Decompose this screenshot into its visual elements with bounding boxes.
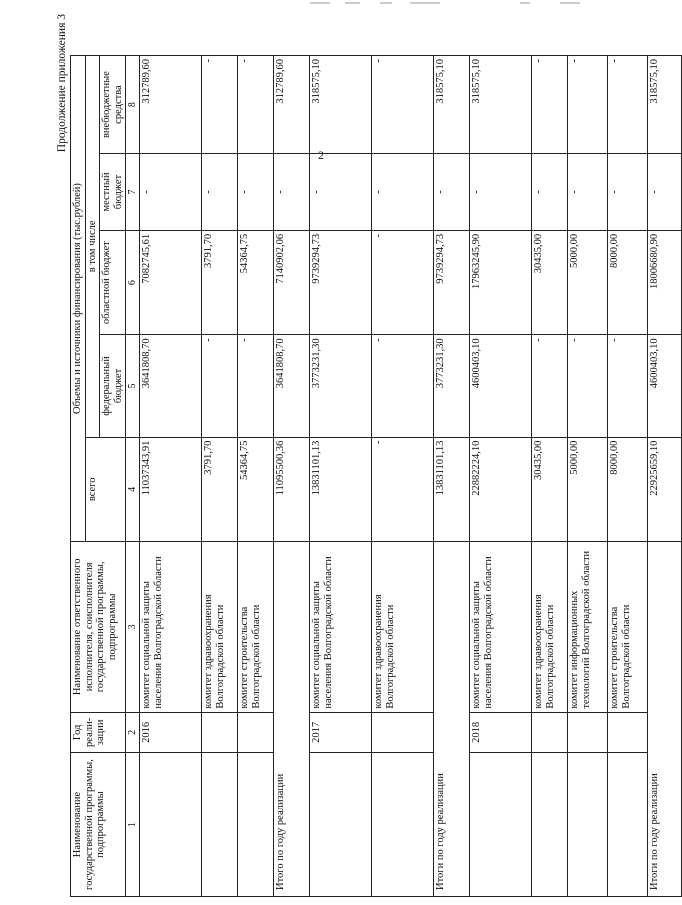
federal-cell: 4600403,10 (648, 335, 682, 437)
header-federal: федеральный бюджет (100, 335, 126, 437)
regional-cell: 17963245,90 (470, 230, 532, 334)
regional-cell: 54364,75 (238, 230, 274, 334)
responsible-cell: комитет здравоохранения Волгоградской области (532, 542, 568, 713)
header-extrabudget: внебюджетные средства (100, 56, 126, 154)
total-label: Итого по году реализации (274, 542, 310, 897)
local-cell: - (608, 154, 648, 231)
extrabudget-cell: - (372, 56, 434, 154)
column-index: 5 (126, 335, 140, 437)
regional-cell: 3791,70 (202, 230, 238, 334)
header-program: Наименование государственной программы, подпрограммы (71, 753, 126, 897)
total-row (648, 56, 682, 897)
local-cell: - (372, 154, 434, 231)
program-cell (238, 753, 274, 897)
regional-cell: 30435,00 (532, 230, 568, 334)
responsible-cell: комитет социальной защиты населения Волгоградской области (470, 542, 532, 713)
total-row (274, 56, 310, 897)
table-row (470, 56, 532, 897)
total-cell: - (372, 437, 434, 541)
column-index: 8 (126, 56, 140, 154)
year-cell (608, 712, 648, 753)
year-cell: 2018 (470, 712, 532, 753)
federal-cell: 4600403,10 (470, 335, 532, 437)
year-cell (532, 712, 568, 753)
table-row (608, 56, 648, 897)
year-cell (372, 712, 434, 753)
local-cell: - (470, 154, 532, 231)
year-cell (568, 712, 608, 753)
regional-cell: 8000,00 (608, 230, 648, 334)
total-cell: 3791,70 (202, 437, 238, 541)
regional-cell: 5000,00 (568, 230, 608, 334)
extrabudget-cell: 318575,10 (648, 56, 682, 154)
responsible-cell: комитет строительства Волгоградской области (238, 542, 274, 713)
local-cell: - (202, 154, 238, 231)
responsible-cell: комитет здравоохранения Волгоградской области (202, 542, 238, 713)
federal-cell: - (608, 335, 648, 437)
column-index: 2 (126, 712, 140, 753)
total-cell: 11095500,36 (274, 437, 310, 541)
local-cell: - (310, 154, 372, 231)
table-row (310, 56, 372, 897)
federal-cell: - (372, 335, 434, 437)
column-index: 3 (126, 542, 140, 713)
column-index: 7 (126, 154, 140, 231)
column-index: 6 (126, 230, 140, 334)
local-cell: - (140, 154, 202, 231)
federal-cell: 3773231,30 (310, 335, 372, 437)
federal-cell: - (568, 335, 608, 437)
federal-cell: 3773231,30 (434, 335, 470, 437)
responsible-cell: комитет социальной защиты населения Волгоградской области (310, 542, 372, 713)
regional-cell: 18006680,90 (648, 230, 682, 334)
header-regional: областной бюджет (100, 230, 126, 334)
header-local: местный бюджет (100, 154, 126, 231)
total-cell: 54364,75 (238, 437, 274, 541)
header-total: всего (85, 437, 126, 541)
column-index: 4 (126, 437, 140, 541)
total-label: Итоги по году реализации (648, 542, 682, 897)
responsible-cell: комитет строительства Волгоградской области (608, 542, 648, 713)
federal-cell: 3641808,70 (140, 335, 202, 437)
year-cell: 2017 (310, 712, 372, 753)
header-responsible: Наименование ответственного исполнителя, соисполнителя государственной программы, подпрограммы (71, 542, 126, 713)
federal-cell: - (532, 335, 568, 437)
total-cell: 30435,00 (532, 437, 568, 541)
extrabudget-cell: 318575,10 (310, 56, 372, 154)
regional-cell: 7082745,61 (140, 230, 202, 334)
federal-cell: - (238, 335, 274, 437)
responsible-cell: комитет здравоохранения Волгоградской области (372, 542, 434, 713)
table-row (202, 56, 238, 897)
header-year: Год реали-зации (71, 712, 126, 753)
year-cell: 2016 (140, 712, 202, 753)
table-row (532, 56, 568, 897)
total-cell: 22925659,10 (648, 437, 682, 541)
program-cell (310, 753, 372, 897)
total-cell: 13831101,13 (310, 437, 372, 541)
federal-cell: 3641808,70 (274, 335, 310, 437)
responsible-cell: комитет информационных технологий Волгоградской области (568, 542, 608, 713)
extrabudget-cell: 318575,10 (434, 56, 470, 154)
column-index-row (126, 56, 140, 897)
extrabudget-cell: - (608, 56, 648, 154)
total-cell: 22882224,10 (470, 437, 532, 541)
program-cell (140, 753, 202, 897)
extrabudget-cell: - (568, 56, 608, 154)
program-cell (608, 753, 648, 897)
program-cell (202, 753, 238, 897)
year-cell (238, 712, 274, 753)
column-index: 1 (126, 753, 140, 897)
extrabudget-cell: 318575,10 (470, 56, 532, 154)
local-cell: - (274, 154, 310, 231)
extrabudget-cell: - (238, 56, 274, 154)
table-row (372, 56, 434, 897)
local-cell: - (532, 154, 568, 231)
extrabudget-cell: 312789,60 (140, 56, 202, 154)
regional-cell: 9739294,73 (434, 230, 470, 334)
table-body (140, 56, 682, 897)
local-cell: - (568, 154, 608, 231)
regional-cell: 9739294,73 (310, 230, 372, 334)
table-row (568, 56, 608, 897)
extrabudget-cell: - (532, 56, 568, 154)
program-cell (470, 753, 532, 897)
header-including: в том числе (85, 56, 100, 438)
funding-table (70, 55, 682, 897)
total-cell: 11037343,91 (140, 437, 202, 541)
page-number: 2 (318, 148, 324, 162)
header-funding: Объемы и источники финансирования (тыс.рублей) (71, 56, 86, 542)
total-row (434, 56, 470, 897)
extrabudget-cell: 312789,60 (274, 56, 310, 154)
table-row (140, 56, 202, 897)
table-row (238, 56, 274, 897)
total-cell: 13831101,13 (434, 437, 470, 541)
regional-cell: 7140902,06 (274, 230, 310, 334)
continuation-label: Продолжение приложения 3 (56, 14, 68, 153)
year-cell (202, 712, 238, 753)
total-cell: 8000,00 (608, 437, 648, 541)
local-cell: - (648, 154, 682, 231)
regional-cell: - (372, 230, 434, 334)
program-cell (532, 753, 568, 897)
local-cell: - (434, 154, 470, 231)
total-label: Итоги по году реализации (434, 542, 470, 897)
program-cell (372, 753, 434, 897)
total-cell: 5000,00 (568, 437, 608, 541)
program-cell (568, 753, 608, 897)
responsible-cell: комитет социальной защиты населения Волгоградской области (140, 542, 202, 713)
local-cell: - (238, 154, 274, 231)
federal-cell: - (202, 335, 238, 437)
extrabudget-cell: - (202, 56, 238, 154)
